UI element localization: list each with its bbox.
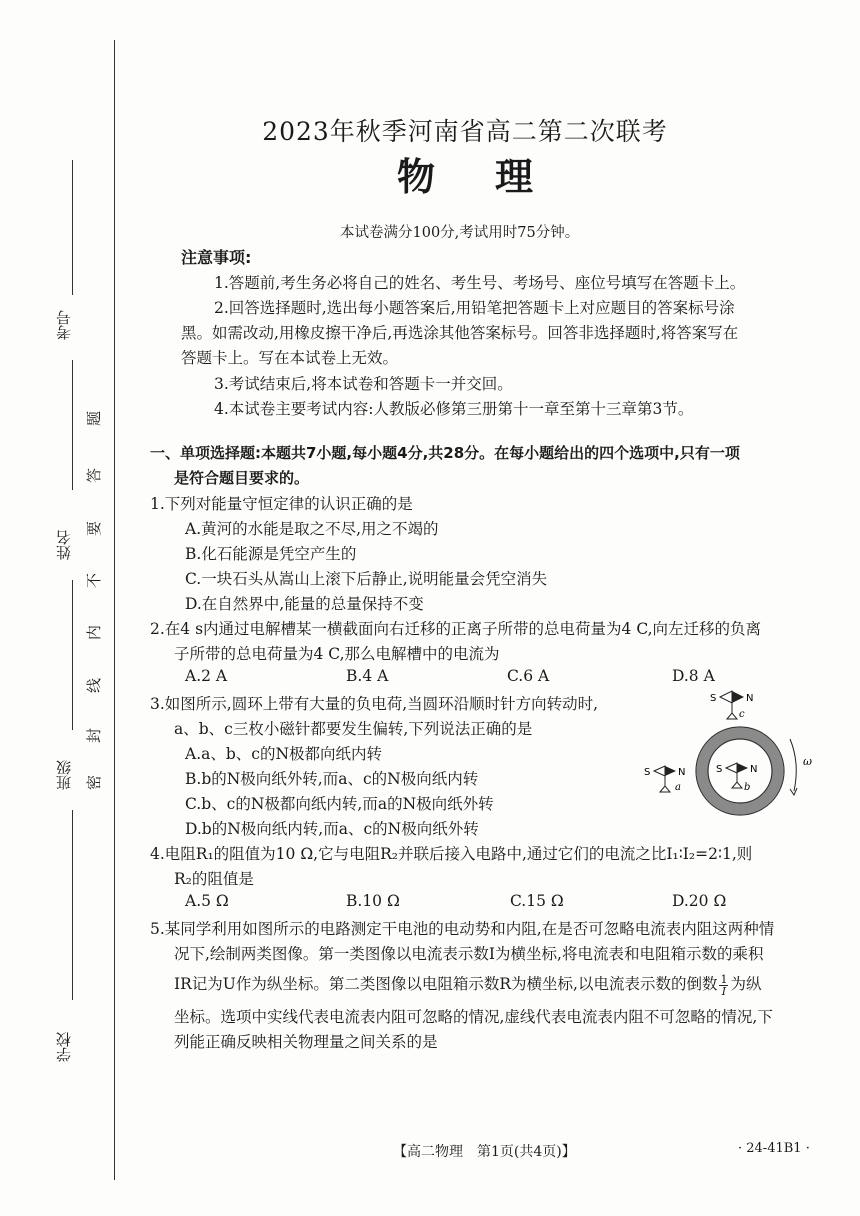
q2-option-c: C.6 A <box>507 667 550 685</box>
xingming-underline-top <box>72 360 73 490</box>
q2-option-d: D.8 A <box>672 667 715 685</box>
exam-info: 本试卷满分100分,考试用时75分钟。 <box>340 225 580 241</box>
q4-option-a: A.5 Ω <box>185 892 229 910</box>
q5-line-1: 5.某同学利用如图所示的电路测定干电池的电动势和内阻,在是否可忽略电流表内阻这两种情 <box>150 920 775 938</box>
rotation-arrowhead <box>790 788 797 795</box>
notice-heading: 注意事项: <box>181 248 252 267</box>
kaohao-label: 考号 <box>55 310 73 340</box>
needle-b-south <box>726 763 737 773</box>
q4-stem-2: R₂的阻值是 <box>174 870 254 888</box>
q5-line-2: 况下,绘制两类图像。第一类图像以电流表示数I为横坐标,将电流表和电阻箱示数的乘积 <box>174 945 764 963</box>
notice-line-4: 答题卡上。写在本试卷上无效。 <box>181 349 399 367</box>
q3-option-c: C.b、c的N极都向纸内转,而a的N极向纸外转 <box>185 795 494 813</box>
q3-stem-2: a、b、c三枚小磁针都要发生偏转,下列说法正确的是 <box>174 720 533 738</box>
q2-option-a: A.2 A <box>185 667 228 685</box>
seal-char-5: 内 <box>85 624 104 641</box>
banji-underline <box>72 810 73 1000</box>
xingming-label: 姓名 <box>55 530 73 560</box>
q2-stem-1: 2.在4 s内通过电解槽某一横截面向右迁移的正离子所带的总电荷量为4 C,向左迁移的负离 <box>150 620 762 638</box>
notice-line-2: 2.回答选择题时,选出每小题答案后,用铅笔把答题卡上对应题目的答案标号涂 <box>214 299 735 317</box>
needle-a-n-label: N <box>678 767 686 778</box>
q1-stem: 1.下列对能量守恒定律的认识正确的是 <box>150 495 413 513</box>
q5-line-3 <box>174 972 761 997</box>
q3-stem-1: 3.如图所示,圆环上带有大量的负电荷,当圆环沿顺时针方向转动时, <box>150 695 599 713</box>
binding-margin-line <box>114 40 115 1180</box>
q4-stem-1: 4.电阻R₁的阻值为10 Ω,它与电阻R₂并联后接入电路中,通过它们的电流之比I₁∶I₂=2∶1,则 <box>150 845 753 863</box>
needle-c-base <box>727 713 737 719</box>
needle-a-base <box>660 786 670 792</box>
q5-line-3-tail: 为纵 <box>730 975 762 993</box>
subject-title: 物理 <box>396 155 593 199</box>
q5-fraction-num: 1 <box>720 972 728 986</box>
q4-option-d: D.20 Ω <box>672 892 727 910</box>
footer-code: · 24-41B1 · <box>738 1141 810 1156</box>
seal-char-1: 题 <box>85 410 104 427</box>
seal-char-4: 不 <box>85 572 104 589</box>
q2-stem-2: 子所带的总电荷量为4 C,那么电解槽中的电流为 <box>174 645 500 663</box>
notice-line-3: 黑。如需改动,用橡皮擦干净后,再选涂其他答案标号。回答非选择题时,将答案写在 <box>181 324 739 342</box>
exam-title: 2023年秋季河南省高二第二次联考 <box>262 117 668 146</box>
needle-a-south <box>654 766 665 776</box>
section1-line-1: 一、单项选择题:本题共7小题,每小题4分,共28分。在每小题给出的四个选项中,只有一项 <box>150 444 740 462</box>
needle-c-north <box>732 691 744 703</box>
needle-c-n-label: N <box>746 693 754 704</box>
needle-a-s-label: S <box>644 767 651 778</box>
seal-char-7: 封 <box>85 727 104 744</box>
notice-line-5: 3.考试结束后,将本试卷和答题卡一并交回。 <box>214 375 513 393</box>
q4-option-c: C.15 Ω <box>510 892 564 910</box>
seal-char-2: 答 <box>85 467 104 484</box>
q1-option-c: C.一块石头从嵩山上滚下后静止,说明能量会凭空消失 <box>185 570 548 588</box>
xuexiao-label: 学校 <box>55 1032 73 1062</box>
q3-option-b: B.b的N极向纸外转,而a、c的N极向纸内转 <box>185 770 479 788</box>
needle-b-north <box>737 763 748 773</box>
seal-char-8: 密 <box>85 774 104 791</box>
notice-line-6: 4.本试卷主要考试内容:人教版必修第三册第十一章至第十三章第3节。 <box>214 400 694 418</box>
q3-ring-figure <box>638 683 828 828</box>
section1-line-2: 是符合题目要求的。 <box>174 469 310 487</box>
seal-char-3: 要 <box>85 520 104 537</box>
q3-option-d: D.b的N极向纸内转,而a、c的N极向纸外转 <box>185 820 479 838</box>
q4-option-b: B.10 Ω <box>346 892 400 910</box>
rotation-arrow <box>790 739 796 791</box>
q5-line-3-text: IR记为U作为纵坐标。第二类图像以电阻箱示数R为横坐标,以电流表示数的倒数 <box>174 975 718 993</box>
needle-c-label: c <box>739 709 745 720</box>
needle-b-base <box>732 782 742 788</box>
banji-underline-top <box>72 580 73 730</box>
q1-option-b: B.化石能源是凭空产生的 <box>185 545 357 563</box>
needle-a-north <box>665 766 676 776</box>
banji-label: 班级 <box>55 760 73 790</box>
q5-line-4: 坐标。选项中实线代表电流表内阻可忽略的情况,虚线代表电流表内阻不可忽略的情况,下 <box>174 1008 773 1026</box>
q5-line-5: 列能正确反映相关物理量之间关系的是 <box>174 1033 438 1051</box>
q2-option-b: B.4 A <box>346 667 389 685</box>
notice-line-1: 1.答题前,考生务必将自己的姓名、考生号、考场号、座位号填写在答题卡上。 <box>214 274 746 292</box>
q1-option-d: D.在自然界中,能量的总量保持不变 <box>185 595 424 613</box>
q3-option-a: A.a、b、c的N极都向纸内转 <box>185 745 383 763</box>
needle-b-label: b <box>744 782 751 793</box>
q1-option-a: A.黄河的水能是取之不尽,用之不竭的 <box>185 520 439 538</box>
needle-b-s-label: S <box>716 764 723 775</box>
needle-c-s-label: S <box>710 693 717 704</box>
q5-fraction-den: I <box>721 984 727 998</box>
omega-label: ω <box>803 755 812 768</box>
needle-a-label: a <box>675 782 681 793</box>
needle-b-n-label: N <box>750 764 758 775</box>
seal-char-6: 线 <box>85 677 104 694</box>
needle-c-south <box>720 691 732 703</box>
q5-fraction <box>719 974 728 997</box>
footer-page-info: 【高二物理 第1页(共4页)】 <box>393 1144 576 1160</box>
